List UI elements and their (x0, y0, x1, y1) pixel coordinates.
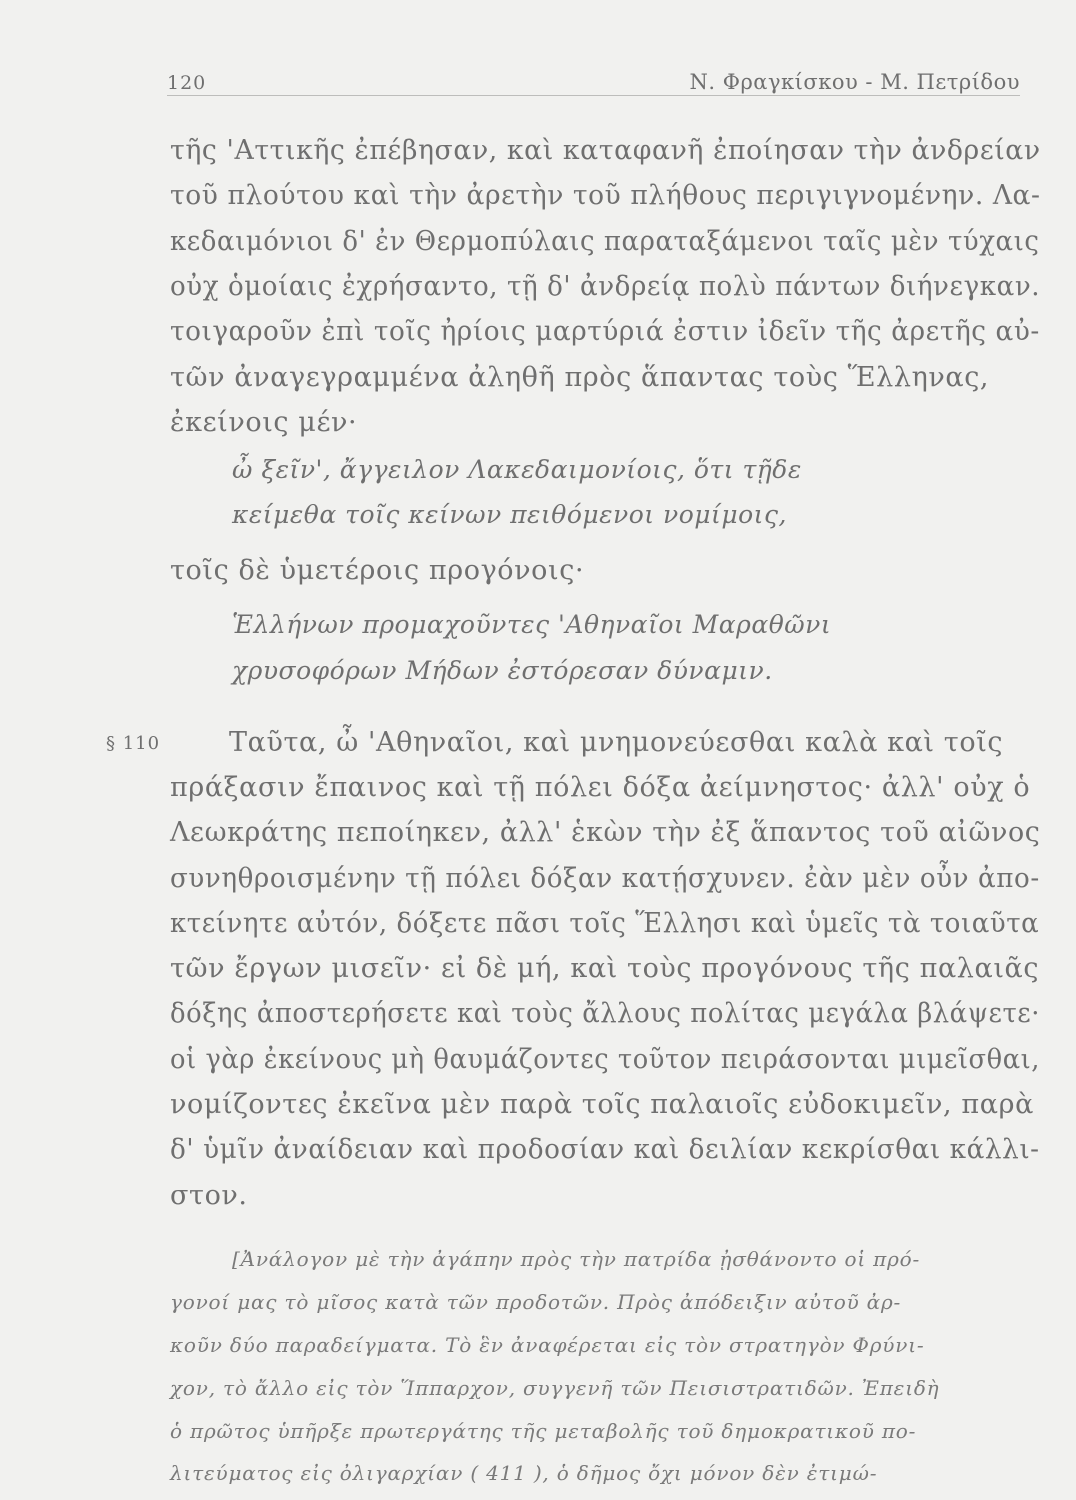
verse-line: ὦ ξεῖν', ἄγγειλον Λακεδαιμονίοις, ὅτι τῇδε (232, 455, 802, 484)
note-line: [Ἀνάλογον μὲ τὴν ἀγάπην πρὸς τὴν πατρίδα ᾐσθάνοντο οἱ πρό- (232, 1247, 921, 1271)
body-line: στον. (170, 1180, 248, 1211)
note-line: γονοί μας τὸ μῖσος κατὰ τῶν προδοτῶν. Πρὸς ἀπόδειξιν αὐτοῦ ἀρ- (170, 1290, 902, 1314)
body-line: οὐχ ὁμοίαις ἐχρήσαντο, τῇ δ' ἀνδρείᾳ πολὺ πάντων διήνεγκαν. (170, 271, 1041, 302)
body-line: τῆς 'Αττικῆς ἐπέβησαν, καὶ καταφανῆ ἐποίησαν τὴν ἀνδρείαν (170, 135, 1041, 166)
body-line: Ταῦτα, ὦ 'Αθηναῖοι, καὶ μνημονεύεσθαι καλὰ καὶ τοῖς (229, 727, 1004, 758)
body-line: πράξασιν ἔπαινος καὶ τῇ πόλει δόξα ἀείμνηστος· ἀλλ' οὐχ ὁ (170, 772, 1031, 803)
body-line: δόξης ἀποστερήσετε καὶ τοὺς ἄλλους πολίτας μεγάλα βλάψετε· (170, 998, 1041, 1029)
verse-line: Ἑλλήνων προμαχοῦντες 'Αθηναῖοι Μαραθῶνι (232, 610, 832, 639)
running-head: Ν. Φραγκίσκου - Μ. Πετρίδου (689, 70, 1020, 94)
page-number: 120 (167, 72, 207, 94)
body-line: τῶν ἔργων μισεῖν· εἰ δὲ μή, καὶ τοὺς προγόνους τῆς παλαιᾶς (170, 953, 1040, 984)
body-line: Λεωκράτης πεποίηκεν, ἀλλ' ἑκὼν τὴν ἐξ ἅπαντος τοῦ αἰῶνος (170, 817, 1041, 848)
note-line: ὁ πρῶτος ὑπῆρξε πρωτεργάτης τῆς μεταβολῆς τοῦ δημοκρατικοῦ πο- (170, 1419, 917, 1443)
body-line: τοιγαροῦν ἐπὶ τοῖς ἠρίοις μαρτύριά ἐστιν ἰδεῖν τῆς ἀρετῆς αὐ- (170, 316, 1040, 347)
verse-line: χρυσοφόρων Μήδων ἐστόρεσαν δύναμιν. (232, 656, 773, 685)
verse-line: κείμεθα τοῖς κείνων πειθόμενοι νομίμοις, (232, 500, 787, 529)
body-line: κεδαιμόνιοι δ' ἐν Θερμοπύλαις παραταξάμενοι ταῖς μὲν τύχαις (170, 226, 1040, 257)
note-line: χον, τὸ ἄλλο εἰς τὸν Ἵππαρχον, συγγενῆ τῶν Πεισιστρατιδῶν. Ἐπειδὴ (170, 1376, 940, 1400)
note-line: λιτεύματος εἰς ὀλιγαρχίαν ( 411 ), ὁ δῆμος ὄχι μόνον δὲν ἐτιμώ- (170, 1461, 878, 1485)
body-line: τοῖς δὲ ὑμετέροις προγόνοις· (170, 555, 585, 586)
body-line: οἱ γὰρ ἐκείνους μὴ θαυμάζοντες τοῦτον πειράσονται μιμεῖσθαι, (170, 1044, 1041, 1075)
header-rule (167, 95, 1020, 96)
body-line: νομίζοντες ἐκεῖνα μὲν παρὰ τοῖς παλαιοῖς εὐδοκιμεῖν, παρὰ (170, 1089, 1034, 1120)
section-mark: § 110 (106, 733, 161, 754)
body-line: τοῦ πλούτου καὶ τὴν ἀρετὴν τοῦ πλήθους περιγιγνομένην. Λα- (170, 180, 1041, 211)
body-line: δ' ὑμῖν ἀναίδειαν καὶ προδοσίαν καὶ δειλίαν κεκρίσθαι κάλλι- (170, 1134, 1040, 1165)
body-line: συνηθροισμένην τῇ πόλει δόξαν κατῄσχυνεν. ἐὰν μὲν οὖν ἀπο- (170, 863, 1040, 894)
note-line: κοῦν δύο παραδείγματα. Τὸ ἓν ἀναφέρεται εἰς τὸν στρατηγὸν Φρύνι- (170, 1333, 925, 1357)
body-line: ἐκείνοις μέν· (170, 407, 358, 438)
body-line: κτείνητε αὐτόν, δόξετε πᾶσι τοῖς Ἕλλησι καὶ ὑμεῖς τὰ τοιαῦτα (170, 908, 1040, 939)
body-line: τῶν ἀναγεγραμμένα ἀληθῆ πρὸς ἅπαντας τοὺς Ἕλληνας, (170, 362, 990, 393)
page-header (167, 66, 1020, 96)
